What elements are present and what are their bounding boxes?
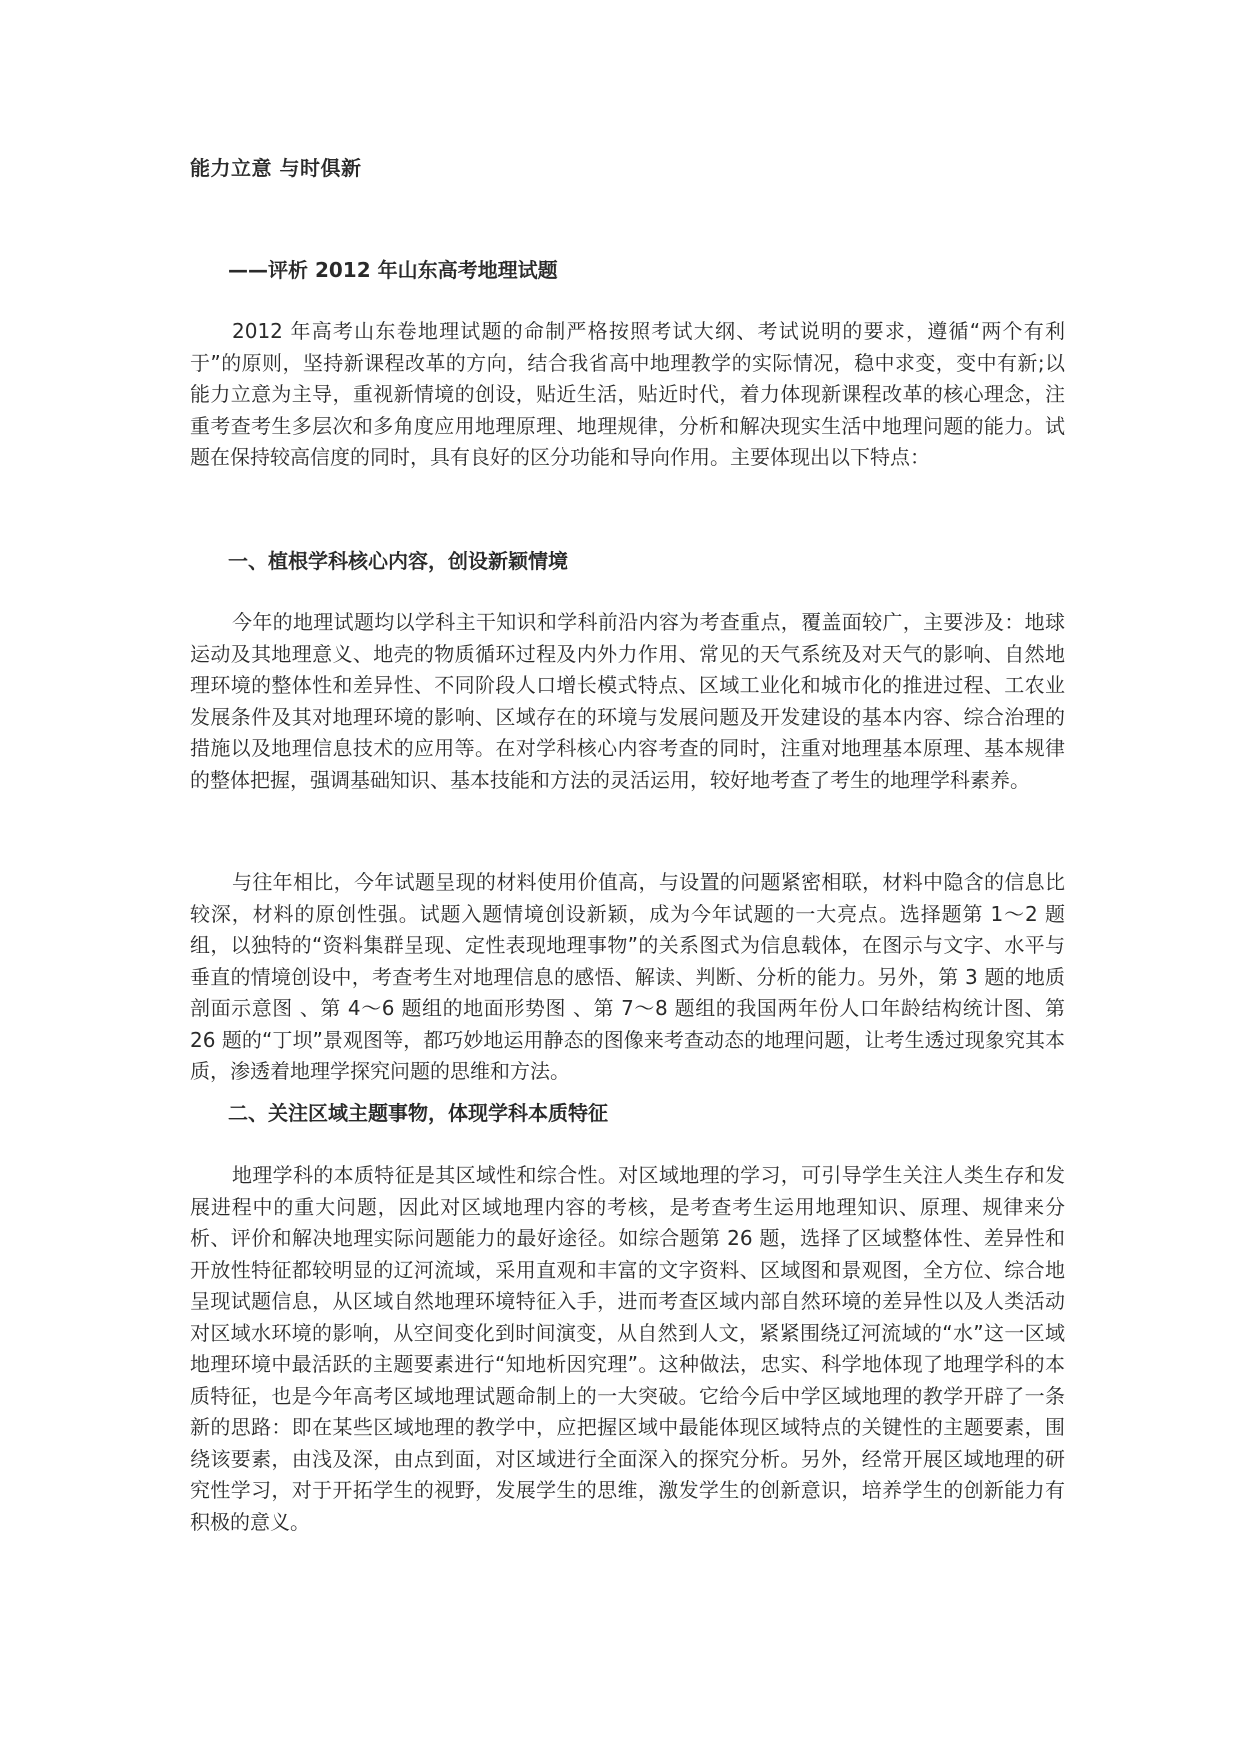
paragraph-intro: 2012 年高考山东卷地理试题的命制严格按照考试大纲、考试说明的要求，遵循“两个有利于”的原则，坚持新课程改革的方向，结合我省高中地理教学的实际情况，稳中求变，变中有新;以能力立意为主导，重视新情境的创设，贴近生活，贴近时代，着力体现新课程改革的核心理念，注重考查考生多层次和多角度应用地理原理、地理规律，分析和解决现实生活中地理问题的能力。试题在保持较高信度的同时，具有良好的区分功能和导向作用。主要体现出以下特点： <box>190 319 1065 469</box>
section-heading-2: 二、关注区域主题事物，体现学科本质特征 <box>228 1101 608 1125</box>
paragraph-section1-1: 今年的地理试题均以学科主干知识和学科前沿内容为考查重点，覆盖面较广，主要涉及：地球运动及其地理意义、地壳的物质循环过程及内外力作用、常见的天气系统及对天气的影响、自然地理环境的整体性和差异性、不同阶段人口增长模式特点、区域工业化和城市化的推进过程、工农业发展条件及其对地理环境的影响、区域存在的环境与发展问题及开发建设的基本内容、综合治理的措施以及地理信息技术的应用等。在对学科核心内容考查的同时，注重对地理基本原理、基本规律的整体把握，强调基础知识、基本技能和方法的灵活运用，较好地考查了考生的地理学科素养。 <box>190 610 1065 792</box>
document-subtitle: ——评析 2012 年山东高考地理试题 <box>228 258 558 282</box>
section-heading-1: 一、植根学科核心内容，创设新颖情境 <box>228 549 568 573</box>
paragraph-section1-2: 与往年相比，今年试题呈现的材料使用价值高，与设置的问题紧密相联，材料中隐含的信息比较深，材料的原创性强。试题入题情境创设新颖，成为今年试题的一大亮点。选择题第 1～2 题组，以独特的“资料集群呈现、定性表现地理事物”的关系图式为信息载体，在图示与文字、水平与垂直的情境创设中，考查考生对地理信息的感悟、解读、判断、分析的能力。另外，第 3 题的地质剖面示意图 、第 4～6 题组的地面形势图 、第 7～8 题组的我国两年份人口年龄结构统计图、第 26 题的“丁坝”景观图等，都巧妙地运用静态的图像来考查动态的地理问题，让考生透过现象究其本质，渗透着地理学探究问题的思维和方法。 <box>190 870 1065 1083</box>
document-title: 能力立意 与时俱新 <box>190 156 362 180</box>
paragraph-section2-1: 地理学科的本质特征是其区域性和综合性。对区域地理的学习，可引导学生关注人类生存和发展进程中的重大问题，因此对区域地理内容的考核，是考查考生运用地理知识、原理、规律来分析、评价和解决地理实际问题能力的最好途径。如综合题第 26 题，选择了区域整体性、差异性和开放性特征都较明显的辽河流域，采用直观和丰富的文字资料、区域图和景观图，全方位、综合地呈现试题信息，从区域自然地理环境特征入手，进而考查区域内部自然环境的差异性以及人类活动对区域水环境的影响，从空间变化到时间演变，从自然到人文，紧紧围绕辽河流域的“水”这一区域地理环境中最活跃的主题要素进行“知地析因究理”。这种做法，忠实、科学地体现了地理学科的本质特征，也是今年高考区域地理试题命制上的一大突破。它给今后中学区域地理的教学开辟了一条新的思路：即在某些区域地理的教学中，应把握区域中最能体现区域特点的关键性的主题要素，围绕该要素，由浅及深，由点到面，对区域进行全面深入的探究分析。另外，经常开展区域地理的研究性学习，对于开拓学生的视野，发展学生的思维，激发学生的创新意识，培养学生的创新能力有积极的意义。 <box>190 1163 1065 1534</box>
